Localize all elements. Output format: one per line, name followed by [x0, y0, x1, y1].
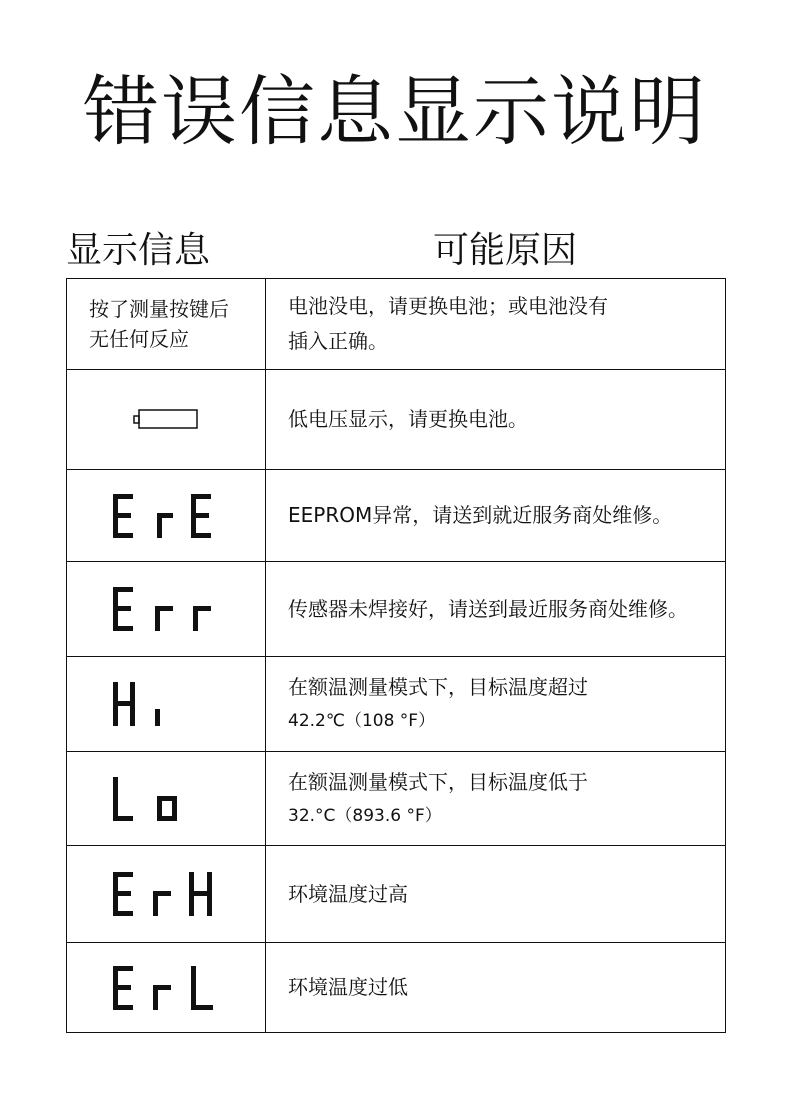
lcd-code-Lo — [111, 774, 221, 824]
display-cell — [67, 370, 266, 470]
table-row — [67, 943, 726, 1033]
cause-cell — [266, 279, 726, 370]
lcd-code-ErH — [111, 869, 221, 919]
cause-cell — [266, 370, 726, 470]
battery-low-icon — [133, 408, 199, 432]
table-row — [67, 846, 726, 943]
display-cell — [67, 562, 266, 657]
display-cell — [67, 943, 266, 1033]
display-cell — [67, 470, 266, 562]
lcd-code-Err — [111, 584, 221, 634]
cause-cell — [266, 657, 726, 752]
display-column-header: 显示信息 — [66, 230, 211, 271]
cause-text: 电池没电，请更换电池；或电池没有 插入正确。 — [288, 294, 608, 353]
cause-text: EEPROM异常，请送到就近服务商处维修。 — [288, 503, 673, 527]
cause-text: 环境温度过高 — [288, 881, 408, 906]
table-row — [67, 370, 726, 470]
cause-text: 传感器未焊接好，请送到最近服务商处维修。 — [288, 596, 688, 621]
cause-cell — [266, 562, 726, 657]
cause-text: 低电压显示，请更换电池。 — [288, 407, 528, 431]
table-row — [67, 752, 726, 846]
table-row — [67, 657, 726, 752]
cause-cell — [266, 752, 726, 846]
page-title: 错误信息显示说明 — [83, 67, 707, 156]
cause-column-header: 可能原因 — [433, 230, 578, 271]
cause-value: 42.2℃（108 °F） — [288, 711, 436, 731]
lcd-code-ErE — [111, 491, 221, 541]
display-cell — [67, 846, 266, 943]
lcd-code-Hi — [111, 679, 221, 729]
display-text: 按了测量按键后 无任何反应 — [89, 297, 229, 351]
table-row — [67, 279, 726, 370]
table-row — [67, 470, 726, 562]
display-cell — [67, 657, 266, 752]
cause-cell — [266, 943, 726, 1033]
cause-cell — [266, 470, 726, 562]
cause-cell — [266, 846, 726, 943]
error-table — [66, 278, 726, 1033]
display-cell — [67, 752, 266, 846]
display-cell — [67, 279, 266, 370]
cause-text: 环境温度过低 — [288, 975, 408, 999]
cause-text: 在额温测量模式下，目标温度超过 — [288, 675, 588, 699]
table-row — [67, 562, 726, 657]
lcd-code-ErL — [111, 963, 221, 1013]
cause-value: 32.°C（893.6 °F） — [288, 805, 442, 826]
cause-text: 在额温测量模式下，目标温度低于 — [288, 769, 588, 794]
